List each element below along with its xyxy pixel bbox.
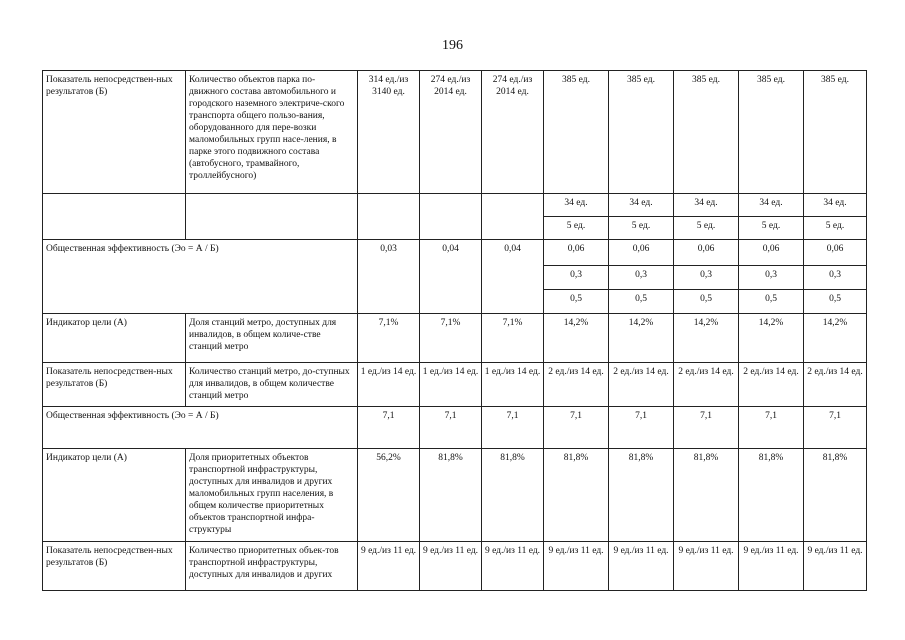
- value-cell: 0,5: [674, 290, 739, 314]
- value-cell: [420, 194, 482, 240]
- value-cell: 7,1: [804, 407, 867, 449]
- value-cell: 385 ед.: [674, 71, 739, 194]
- value-cell: 0,3: [609, 266, 674, 290]
- value-cell: [482, 194, 544, 240]
- value-cell: 0,3: [544, 266, 609, 290]
- indicator-description: Количество станций метро, до-ступных для инвалидов, в общем количестве станций метро: [186, 363, 358, 407]
- value-cell: 0,5: [739, 290, 804, 314]
- value-cell: 7,1: [609, 407, 674, 449]
- value-cell: 5 ед.: [674, 217, 739, 240]
- value-cell: 9 ед./из 11 ед.: [674, 542, 739, 591]
- value-cell: 0,3: [674, 266, 739, 290]
- value-cell: 9 ед./из 11 ед.: [544, 542, 609, 591]
- indicator-label: [43, 194, 186, 240]
- value-cell: 9 ед./из 11 ед.: [420, 542, 482, 591]
- value-cell: 5 ед.: [544, 217, 609, 240]
- value-cell: 7,1%: [420, 314, 482, 363]
- value-cell: 14,2%: [609, 314, 674, 363]
- value-cell: 7,1: [358, 407, 420, 449]
- value-cell: 34 ед.: [804, 194, 867, 217]
- value-cell: 81,8%: [674, 449, 739, 542]
- value-cell: 34 ед.: [739, 194, 804, 217]
- value-cell: 7,1: [739, 407, 804, 449]
- value-cell: 14,2%: [674, 314, 739, 363]
- indicator-description: Количество объектов парка по-движного состава автомобильного и городского наземного электриче-ского транспорта общего пользо-вания, оборудованного для пере-возки маломобильных групп насе-ления, в парке этого подвижного состава (автобусного, трамвайного, троллейбусного): [186, 71, 358, 194]
- table-row: [43, 240, 867, 266]
- value-cell: 34 ед.: [674, 194, 739, 217]
- indicator-description: Количество приоритетных объек-тов транспортной инфраструктуры, доступных для инвалидов и других: [186, 542, 358, 591]
- value-cell: 7,1%: [482, 314, 544, 363]
- value-cell: 1 ед./из 14 ед.: [358, 363, 420, 407]
- indicator-description: Доля станций метро, доступных для инвалидов, в общем количе-стве станций метро: [186, 314, 358, 363]
- value-cell: 5 ед.: [739, 217, 804, 240]
- value-cell: 0,04: [420, 240, 482, 314]
- value-cell: 0,06: [609, 240, 674, 266]
- indicator-label: Показатель непосредствен-ных результатов (Б): [43, 542, 186, 591]
- value-cell: 14,2%: [739, 314, 804, 363]
- value-cell: 0,03: [358, 240, 420, 314]
- value-cell: 9 ед./из 11 ед.: [609, 542, 674, 591]
- table-row: [43, 71, 867, 194]
- value-cell: 0,5: [609, 290, 674, 314]
- value-cell: 2 ед./из 14 ед.: [544, 363, 609, 407]
- indicator-label: Общественная эффективность (Эо = А / Б): [43, 240, 358, 314]
- value-cell: 0,04: [482, 240, 544, 314]
- value-cell: 274 ед./из 2014 ед.: [420, 71, 482, 194]
- value-cell: 2 ед./из 14 ед.: [674, 363, 739, 407]
- indicators-table: [42, 70, 867, 591]
- table-row: [43, 314, 867, 363]
- value-cell: 0,06: [544, 240, 609, 266]
- table-row: [43, 449, 867, 542]
- value-cell: 314 ед./из 3140 ед.: [358, 71, 420, 194]
- value-cell: 2 ед./из 14 ед.: [804, 363, 867, 407]
- indicator-label: Индикатор цели (А): [43, 449, 186, 542]
- value-cell: 2 ед./из 14 ед.: [609, 363, 674, 407]
- value-cell: 5 ед.: [804, 217, 867, 240]
- value-cell: 14,2%: [804, 314, 867, 363]
- value-cell: 0,06: [739, 240, 804, 266]
- value-cell: 2 ед./из 14 ед.: [739, 363, 804, 407]
- value-cell: 0,5: [804, 290, 867, 314]
- indicator-description: [186, 194, 358, 240]
- indicator-label: Показатель непосредствен-ных результатов (Б): [43, 71, 186, 194]
- value-cell: 7,1: [482, 407, 544, 449]
- value-cell: 385 ед.: [804, 71, 867, 194]
- indicator-description: Доля приоритетных объектов транспортной инфраструктуры, доступных для инвалидов и других маломобильных групп населения, в общем количестве приоритетных объектов транспортной инфра-структуры: [186, 449, 358, 542]
- table-row: [43, 542, 867, 591]
- value-cell: 7,1: [544, 407, 609, 449]
- value-cell: 7,1%: [358, 314, 420, 363]
- indicator-label: Индикатор цели (А): [43, 314, 186, 363]
- value-cell: 81,8%: [739, 449, 804, 542]
- table-row: [43, 363, 867, 407]
- value-cell: 9 ед./из 11 ед.: [482, 542, 544, 591]
- value-cell: 81,8%: [420, 449, 482, 542]
- table-row: [43, 407, 867, 449]
- value-cell: 34 ед.: [544, 194, 609, 217]
- value-cell: 1 ед./из 14 ед.: [420, 363, 482, 407]
- value-cell: 81,8%: [609, 449, 674, 542]
- value-cell: 81,8%: [544, 449, 609, 542]
- value-cell: 0,3: [804, 266, 867, 290]
- table-row: [43, 194, 867, 217]
- value-cell: 274 ед./из 2014 ед.: [482, 71, 544, 194]
- page-number: 196: [442, 38, 463, 53]
- indicator-label: Показатель непосредствен-ных результатов (Б): [43, 363, 186, 407]
- value-cell: 14,2%: [544, 314, 609, 363]
- value-cell: 81,8%: [804, 449, 867, 542]
- value-cell: 9 ед./из 11 ед.: [739, 542, 804, 591]
- value-cell: 7,1: [420, 407, 482, 449]
- value-cell: 9 ед./из 11 ед.: [358, 542, 420, 591]
- value-cell: 0,06: [804, 240, 867, 266]
- value-cell: 385 ед.: [739, 71, 804, 194]
- indicator-label: Общественная эффективность (Эо = А / Б): [43, 407, 358, 449]
- value-cell: 385 ед.: [544, 71, 609, 194]
- value-cell: 0,06: [674, 240, 739, 266]
- value-cell: 385 ед.: [609, 71, 674, 194]
- value-cell: 56,2%: [358, 449, 420, 542]
- value-cell: 7,1: [674, 407, 739, 449]
- value-cell: [358, 194, 420, 240]
- value-cell: 81,8%: [482, 449, 544, 542]
- value-cell: 9 ед./из 11 ед.: [804, 542, 867, 591]
- value-cell: 34 ед.: [609, 194, 674, 217]
- value-cell: 1 ед./из 14 ед.: [482, 363, 544, 407]
- value-cell: 0,5: [544, 290, 609, 314]
- value-cell: 0,3: [739, 266, 804, 290]
- value-cell: 5 ед.: [609, 217, 674, 240]
